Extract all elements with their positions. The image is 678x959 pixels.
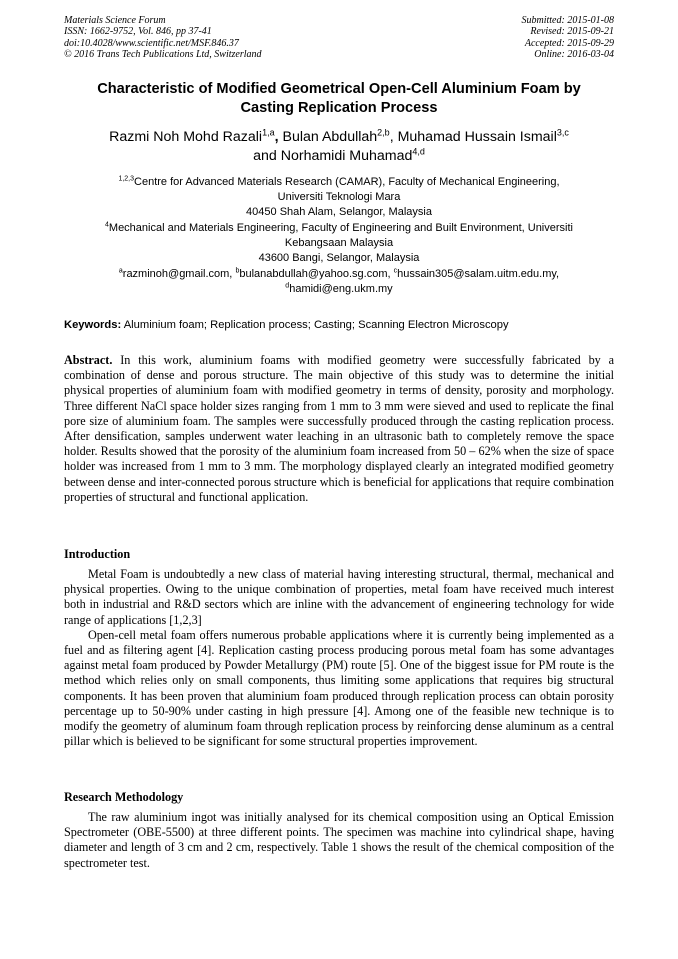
author-list: Razmi Noh Mohd Razali$^{1,a}$, Bulan Abdullah$^{2,b}$, Muhamad Hussain Ismail$^{3,c}$ and Norhamidi Muhamad$^{4,d}$ <box>109 127 569 164</box>
introduction-paragraph-1: Metal Foam is undoubtedly a new class of material having interesting structural, thermal, mechanical and physical properties. Owing to the unique combination of properties, metal foam have received much interest both in industrial and R&D sectors which are inline with the advancement of engineering technology for wide range of applications [1,2,3] <box>64 567 614 627</box>
publication-dates <box>522 15 615 61</box>
author-2-marker: 2,b <box>377 127 390 138</box>
affiliation-1-marker: 1,2,3 <box>118 175 135 183</box>
date-online: Online: 2016-03-04 <box>534 49 614 61</box>
affiliation-2-line-1: Mechanical and Materials Engineering, Faculty of Engineering and Built Environment, Universiti <box>108 221 573 234</box>
journal-copyright: © 2016 Trans Tech Publications Ltd, Switzerland <box>64 49 262 61</box>
author-1-marker: 1,a <box>262 127 275 138</box>
affiliation-2-marker: 4 <box>105 220 109 228</box>
author-1: Razmi Noh Mohd Razali <box>109 129 263 145</box>
author-and: and <box>253 148 277 164</box>
abstract <box>64 353 614 505</box>
introduction-body <box>64 567 614 749</box>
introduction-paragraph-2: Open-cell metal foam offers numerous probable applications where it is currently being implemented as a fuel and as filtering agent [4]. Replication casting process producing porous metal foam has some advantages against metal foam produced by Powder Metallurgy (PM) route [5]. One of the biggest issue for PM route is the method which relies only on small components, thus limiting some applications that requires big structural components. It has been proven that aluminium foam produced through replication process can obtain porosity percentage up to 50-90% under casting in high pressure [4]. Among one of the feasible new technique is to modify the geometry of aluminum foam through replication process by reinforcing dense aluminum as a central pillar which is believed to be significant for some structural properties improvement. <box>64 627 614 749</box>
journal-info <box>64 15 262 61</box>
methodology-body <box>64 810 614 871</box>
author-emails: $^a$razminoh@gmail.com, $^b$bulanabdullah@yahoo.sg.com, $^c$hussain305@salam.uitm.edu.my, $^d$hamidi@eng.ukm.my <box>118 267 560 296</box>
affiliation-2-line-2: Kebangsaan Malaysia <box>284 236 394 249</box>
email-c: hussain305@salam.uitm.edu.my, <box>397 268 560 280</box>
abstract-text: In this work, aluminium foams with modified geometry were successfully fabricated by a combination of dense and porous structure. The main objective of this study was to determine the initial physical properties of aluminium foam with modified geometry in terms of density, porosity and morphology. Three different NaCl space holder sizes ranging from 1 mm to 3 mm were sieved and used to replicate the final pore size of aluminium foam. The samples were successfully produced through the casting replication process. After densification, samples underwent water leaching in an ultrasonic bath to completely remove the space holder. Results showed that the porosity of the aluminium foam increased from 50 – 62% when the size of space holder was increased from 1 mm to 3 mm. The morphology displayed clearly an integrated modified geometry between dense and inter-connected porous structure which is beneficial for applications that require combination properties of structural and functional application. <box>64 353 615 504</box>
abstract-label: Abstract. <box>64 353 113 367</box>
keywords-text: Aluminium foam; Replication process; Casting; Scanning Electron Microscopy <box>123 319 509 331</box>
journal-name: Materials Science Forum <box>64 15 166 26</box>
author-4: Norhamidi Muhamad <box>280 148 413 164</box>
introduction-heading: Introduction <box>64 547 131 561</box>
affiliation-2-line-3: 43600 Bangi, Selangor, Malaysia <box>258 252 420 265</box>
title-line-2: Casting Replication Process <box>240 100 438 116</box>
affiliation-1-line-1: Centre for Advanced Materials Research (CAMAR), Faculty of Mechanical Engineering, <box>134 176 560 188</box>
date-revised: Revised: 2015-09-21 <box>530 26 614 38</box>
author-3: Muhamad Hussain Ismail <box>397 129 557 145</box>
author-2: Bulan Abdullah <box>282 129 378 145</box>
keywords-label: Keywords: <box>64 319 122 331</box>
journal-issn: ISSN: 1662-9752, Vol. 846, pp 37-41 <box>64 26 212 38</box>
author-3-marker: 3,c <box>556 127 569 138</box>
journal-doi: doi:10.4028/www.scientific.net/MSF.846.37 <box>64 37 239 49</box>
affiliation-1-line-3: 40450 Shah Alam, Selangor, Malaysia <box>246 206 432 219</box>
date-submitted: Submitted: 2015-01-08 <box>521 15 614 26</box>
keywords <box>64 318 616 333</box>
author-4-marker: 4,d <box>412 146 425 157</box>
affiliation-1-line-2: Universiti Teknologi Mara <box>277 191 401 204</box>
paper-title <box>50 80 628 118</box>
affiliations <box>44 175 634 266</box>
title-line-1: Characteristic of Modified Geometrical Open-Cell Aluminium Foam by <box>97 81 581 97</box>
methodology-paragraph-1: The raw aluminium ingot was initially analysed for its chemical composition using an Optical Emission Spectrometer (OBE-5500) at three different points. The specimen was machine into cylindrical shape, having diameter and length of 3 cm and 2 cm, respectively. Table 1 shows the result of the chemical composition of the spectrometer test. <box>64 810 614 870</box>
email-d: hamidi@eng.ukm.my <box>289 283 393 296</box>
email-a: razminoh@gmail.com, <box>122 268 233 280</box>
email-b: bulanabdullah@yahoo.sg.com, <box>239 268 391 280</box>
methodology-heading: Research Methodology <box>64 790 184 804</box>
date-accepted: Accepted: 2015-09-29 <box>524 37 614 49</box>
